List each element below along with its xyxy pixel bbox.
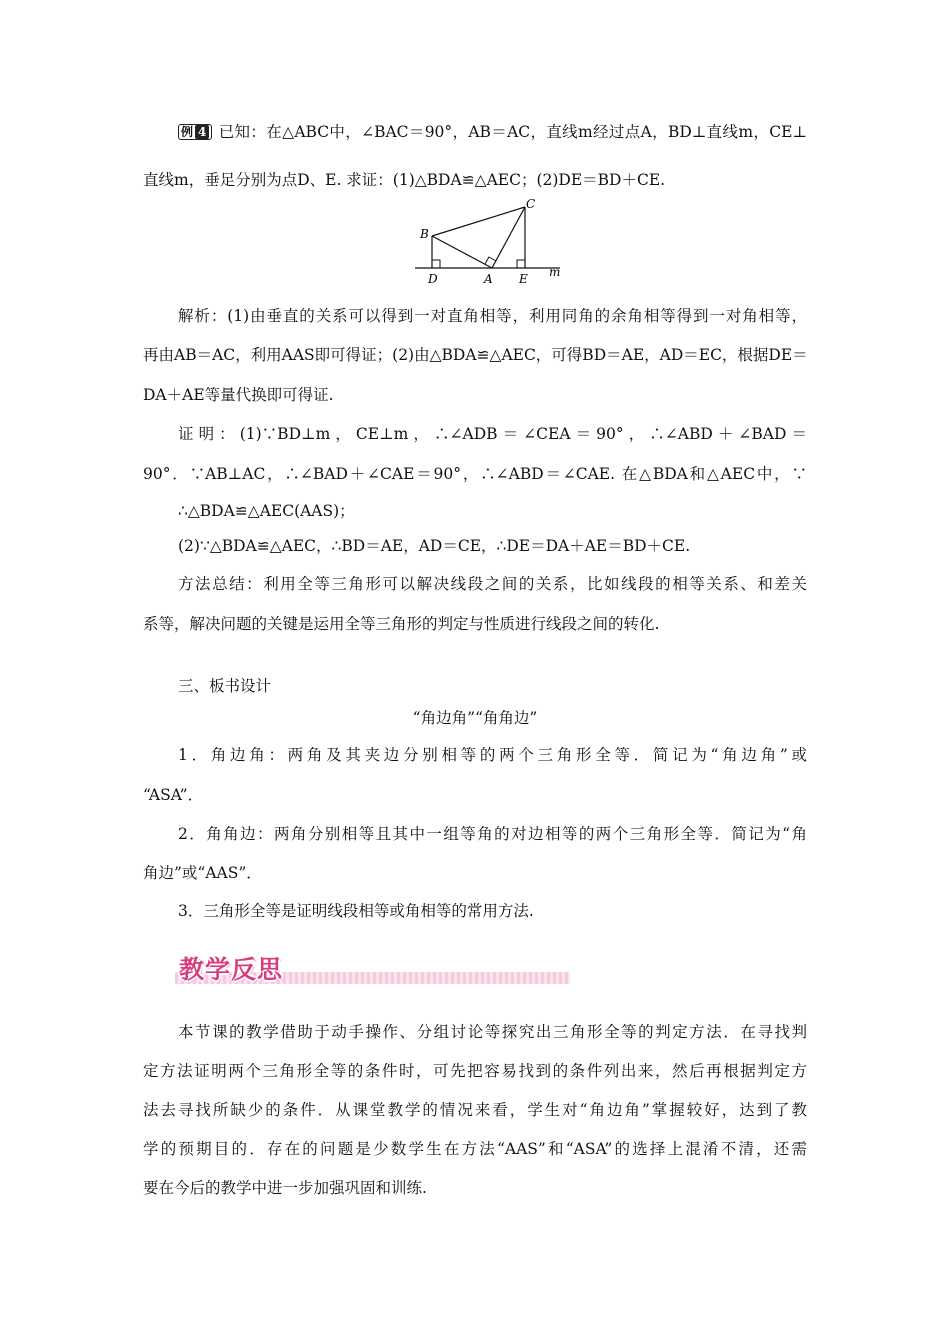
method-line-2: 系等，解决问题的关键是运用全等三角形的判定与性质进行线段之间的转化.	[143, 615, 660, 633]
analysis-line-2: 再由AB＝AC，利用AAS即可得证；(2)由△BDA≌△AEC，可得BD＝AE，AD＝EC，根据DE＝	[143, 346, 808, 364]
board-item-1-line-1: 1．角边角：两角及其夹边分别相等的两个三角形全等．简记为“角边角”或	[178, 746, 807, 764]
proof-line-3: ∴△BDA≌△AEC(AAS)；	[178, 502, 355, 520]
geometry-figure	[412, 196, 572, 288]
label-C: C	[526, 197, 536, 211]
label-B: B	[420, 227, 429, 241]
reflection-line-3: 法去寻找所缺少的条件．从课堂教学的情况来看，学生对“角边角”掌握较好，达到了教	[143, 1101, 807, 1119]
board-item-2-line-2: 角边”或“AAS”．	[143, 864, 262, 882]
reflection-banner	[175, 954, 570, 988]
right-angle-E	[517, 260, 525, 268]
right-angle-D	[432, 260, 440, 268]
proof-line-4: (2)∵△BDA≌△AEC，∴BD＝AE，AD＝CE，∴DE＝DA＋AE＝BD＋CE.	[178, 537, 691, 555]
label-m: m	[549, 265, 561, 279]
label-A: A	[484, 272, 493, 286]
segment-BA	[432, 236, 492, 268]
board-item-2-line-1: 2．角角边：两角分别相等且其中一组等角的对边相等的两个三角形全等．简记为“角	[178, 825, 807, 843]
banner-title: 教学反思	[179, 955, 284, 984]
method-line-1: 方法总结：利用全等三角形可以解决线段之间的关系，比如线段的相等关系、和差关	[178, 575, 807, 593]
board-design-heading: 三、板书设计	[178, 677, 272, 695]
label-E: E	[519, 272, 528, 286]
reflection-line-1: 本节课的教学借助于动手操作、分组讨论等探究出三角形全等的判定方法．在寻找判	[178, 1023, 807, 1041]
board-design-title: “角边角”“角角边”	[412, 709, 538, 727]
example-line-1: 例 4 已知：在△ABC中，∠BAC＝90°，AB＝AC，直线m经过点A，BD⊥直线m，CE⊥	[178, 122, 807, 142]
proof-line-1: 证明：(1)∵BD⊥m，CE⊥m，∴∠ADB＝∠CEA＝90°，∴∠ABD＋∠BAD＝	[178, 425, 807, 443]
label-D: D	[428, 272, 438, 286]
analysis-line-1: 解析：(1)由垂直的关系可以得到一对直角相等，利用同角的余角相等得到一对角相等，	[178, 307, 807, 325]
proof-line-2: 90°．∵AB⊥AC，∴∠BAD＋∠CAE＝90°，∴∠ABD＝∠CAE. 在△BDA和△AEC中，∵	[143, 465, 807, 483]
board-item-1-line-2: “ASA”．	[143, 786, 204, 804]
reflection-line-2: 定方法证明两个三角形全等的条件时，可先把容易找到的条件列出来，然后再根据判定方	[143, 1062, 807, 1080]
example-badge: 例 4	[178, 124, 212, 140]
reflection-line-5: 要在今后的教学中进一步加强巩固和训练.	[143, 1179, 427, 1197]
analysis-line-3: DA＋AE等量代换即可得证.	[143, 386, 334, 404]
reflection-line-4: 学的预期目的．存在的问题是少数学生在方法“AAS”和“ASA”的选择上混淆不清，还需	[143, 1140, 807, 1158]
board-item-3: 3．三角形全等是证明线段相等或角相等的常用方法.	[178, 902, 534, 920]
example-line-2: 直线m，垂足分别为点D、E. 求证：(1)△BDA≌△AEC；(2)DE＝BD＋CE.	[143, 171, 666, 189]
